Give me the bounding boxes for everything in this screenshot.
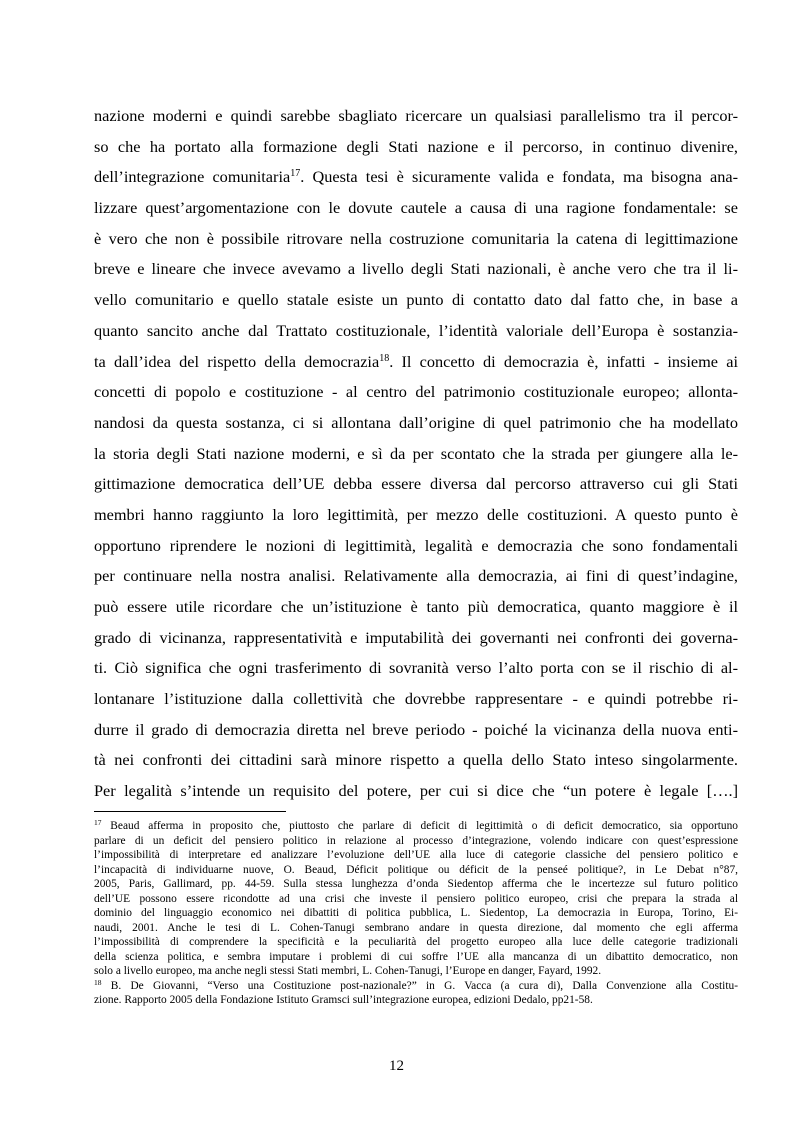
body-line [94,193,738,224]
body-line [94,285,738,316]
body-line [94,592,738,623]
body-line [94,776,738,807]
body-line [94,469,738,500]
body-line-text: tà nei confronti dei cittadini sarà minore rispetto a quella dello Stato inteso singolarmente. [94,750,738,770]
footnote-line [94,993,738,1008]
footnote-line [94,863,738,878]
footnote-number: 18 [94,978,102,987]
footnote-line [94,979,738,994]
body-line-text: opportuno riprendere le nozioni di legittimità, legalità e democrazia che sono fondamentali [94,535,738,555]
body-line-text: nandosi da questa sostanza, ci si allontana dall’origine di quel patrimonio che ha modellato [94,412,738,432]
footnote-text: B. De Giovanni, “Verso una Costituzione post-nazionale?” in G. Vacca (a cura di), Dalla Convenzione alla Costitu- [101,979,738,992]
body-line-text: lizzare quest’argomentazione con le dovute cautele a causa di una ragione fondamentale: se [94,198,738,218]
body-line-text: per continuare nella nostra analisi. Relativamente alla democrazia, ai fini di quest’indagine, [94,566,738,586]
footnote-reference: 18 [379,352,390,364]
footnote-line [94,892,738,907]
body-line [94,254,738,285]
footnote-text: zione. Rapporto 2005 della Fondazione Istituto Gramsci sull’integrazione europea, edizioni Dedalo, pp21-58. [94,994,593,1006]
body-line [94,653,738,684]
body-line [94,745,738,776]
footnote-line [94,877,738,892]
body-line [94,316,738,347]
body-line [94,715,738,746]
body-line [94,561,738,592]
body-line-text: ta dall’idea del rispetto della democrazia [94,351,380,371]
footnote-text: solo a livello europeo, ma anche negli stessi Stati membri, L. Cohen-Tanugi, l’Europe en danger, Fayard, 1992. [94,965,602,977]
body-line [94,439,738,470]
footnote-text: parlare di un deficit del pensiero politico in relazione al processo d’integrazione, volendo indicare con quest’espressione [94,834,738,847]
footnote-line [94,964,738,979]
body-line-text: vello comunitario e quello statale esiste un punto di contatto dato dal fatto che, in base a [94,290,738,310]
body-line [94,101,738,132]
body-line-text-continued: . Questa tesi è sicuramente valida e fondata, ma bisogna ana- [300,167,738,187]
body-line [94,623,738,654]
body-text [94,101,738,807]
footnotes [94,819,738,1008]
body-line-text: lontanare l’istituzione dalla collettività che dovrebbe rappresentare - e quindi potrebbe ri- [94,689,738,709]
body-line-text: ti. Ciò significa che ogni trasferimento di sovranità verso l’alto porta con se il rischio di al- [94,658,738,678]
footnote-line [94,935,738,950]
body-line-text: grado di vicinanza, rappresentatività e imputabilità dei governanti nei confronti dei governa- [94,627,738,647]
body-line [94,224,738,255]
body-line-text: membri hanno raggiunto la loro legittimità, per mezzo delle costituzioni. A questo punto è [94,504,738,524]
footnote-text: dell’UE possono essere ricondotte ad una crisi che investe il pensiero politico europeo, crisi che prepara la strada al [94,892,738,905]
page-number: 12 [389,1058,404,1074]
body-line-text: nazione moderni e quindi sarebbe sbagliato ricercare un qualsiasi parallelismo tra il percor- [94,106,738,125]
body-line [94,684,738,715]
footnote-line [94,834,738,849]
body-line-text: è vero che non è possibile ritrovare nella costruzione comunitaria la catena di legittimazione [94,228,738,248]
body-line-text: la storia degli Stati nazione moderni, e sì da per scontato che la strada per giungere alla le- [94,443,738,463]
body-line-text: Per legalità s’intende un requisito del potere, per cui si dice che “un potere è legale [….] [94,781,738,801]
footnote-line [94,906,738,921]
body-line-text: dell’integrazione comunitaria [94,167,291,187]
footnote-separator [94,811,286,812]
footnote-line [94,950,738,965]
body-line-text: concetti di popolo e costituzione - al centro del patrimonio costituzionale europeo; allonta- [94,382,738,402]
body-line [94,162,738,193]
body-line-text: può essere utile ricordare che un’istituzione è tanto più democratica, quanto maggiore è il [94,597,738,616]
footnote-reference: 17 [290,168,301,180]
footnote-line [94,921,738,936]
footnote-text: l’impossibilità di interpretare ed analizzare l’evoluzione dell’UE alla luce di categorie classiche del pensiero politico e [94,849,738,861]
footnote-line [94,819,738,834]
body-line-text: so che ha portato alla formazione degli Stati nazione e il percorso, in continuo divenire, [94,136,738,156]
body-line [94,531,738,562]
footnote-text: 2005, Paris, Gallimard, pp. 44-59. Sulla stessa lunghezza d’onda Siedentop afferma che le incertezze sul futuro politico [94,878,738,890]
footnote-text: naudi, 2001. Anche le tesi di L. Cohen-Tanugi sembrano andare in questa direzione, dal momento che egli afferma [94,921,738,934]
body-line [94,408,738,439]
footnote-text: l’impossibilità di comprendere la specificità e la peculiarità del progetto europeo alla luce delle categorie tradizionali [94,936,738,948]
body-line-text: breve e lineare che invece avevamo a livello degli Stati nazionali, è anche vero che tra il li- [94,259,738,279]
footnote-number: 17 [94,819,102,827]
body-line-text-continued: . Il concetto di democrazia è, infatti - insieme ai [389,351,738,371]
footnote-text: della scienza politica, e sembra imputare i problemi di cui soffre l’UE alla mancanza di un dibattito democratico, non [94,950,738,963]
body-line [94,132,738,163]
body-line [94,347,738,378]
body-line [94,377,738,408]
body-line-text: quanto sancito anche dal Trattato costituzionale, l’identità valoriale dell’Europa è sostanzia- [94,320,738,340]
footnote-text: l’incapacità di individuarne nuove, O. Beaud, Déficit politique ou déficit de la penseé politique?, in Le Debat n°87, [94,863,738,876]
footnote-line [94,848,738,863]
body-line-text: durre il grado di democrazia diretta nel breve periodo - poiché la vicinanza della nuova enti- [94,719,738,739]
footnote-text: Beaud afferma in proposito che, piuttosto che parlare di deficit di legittimità o di deficit democratico, sia opportuno [101,820,738,832]
footnote-text: dominio del linguaggio economico nei dibattiti di politica pubblica, L. Siedentop, La democrazia in Europa, Torino, Ei- [94,907,738,919]
body-line [94,500,738,531]
body-line-text: gittimazione democratica dell’UE debba essere diversa dal percorso attraverso cui gli Stati [94,474,738,494]
